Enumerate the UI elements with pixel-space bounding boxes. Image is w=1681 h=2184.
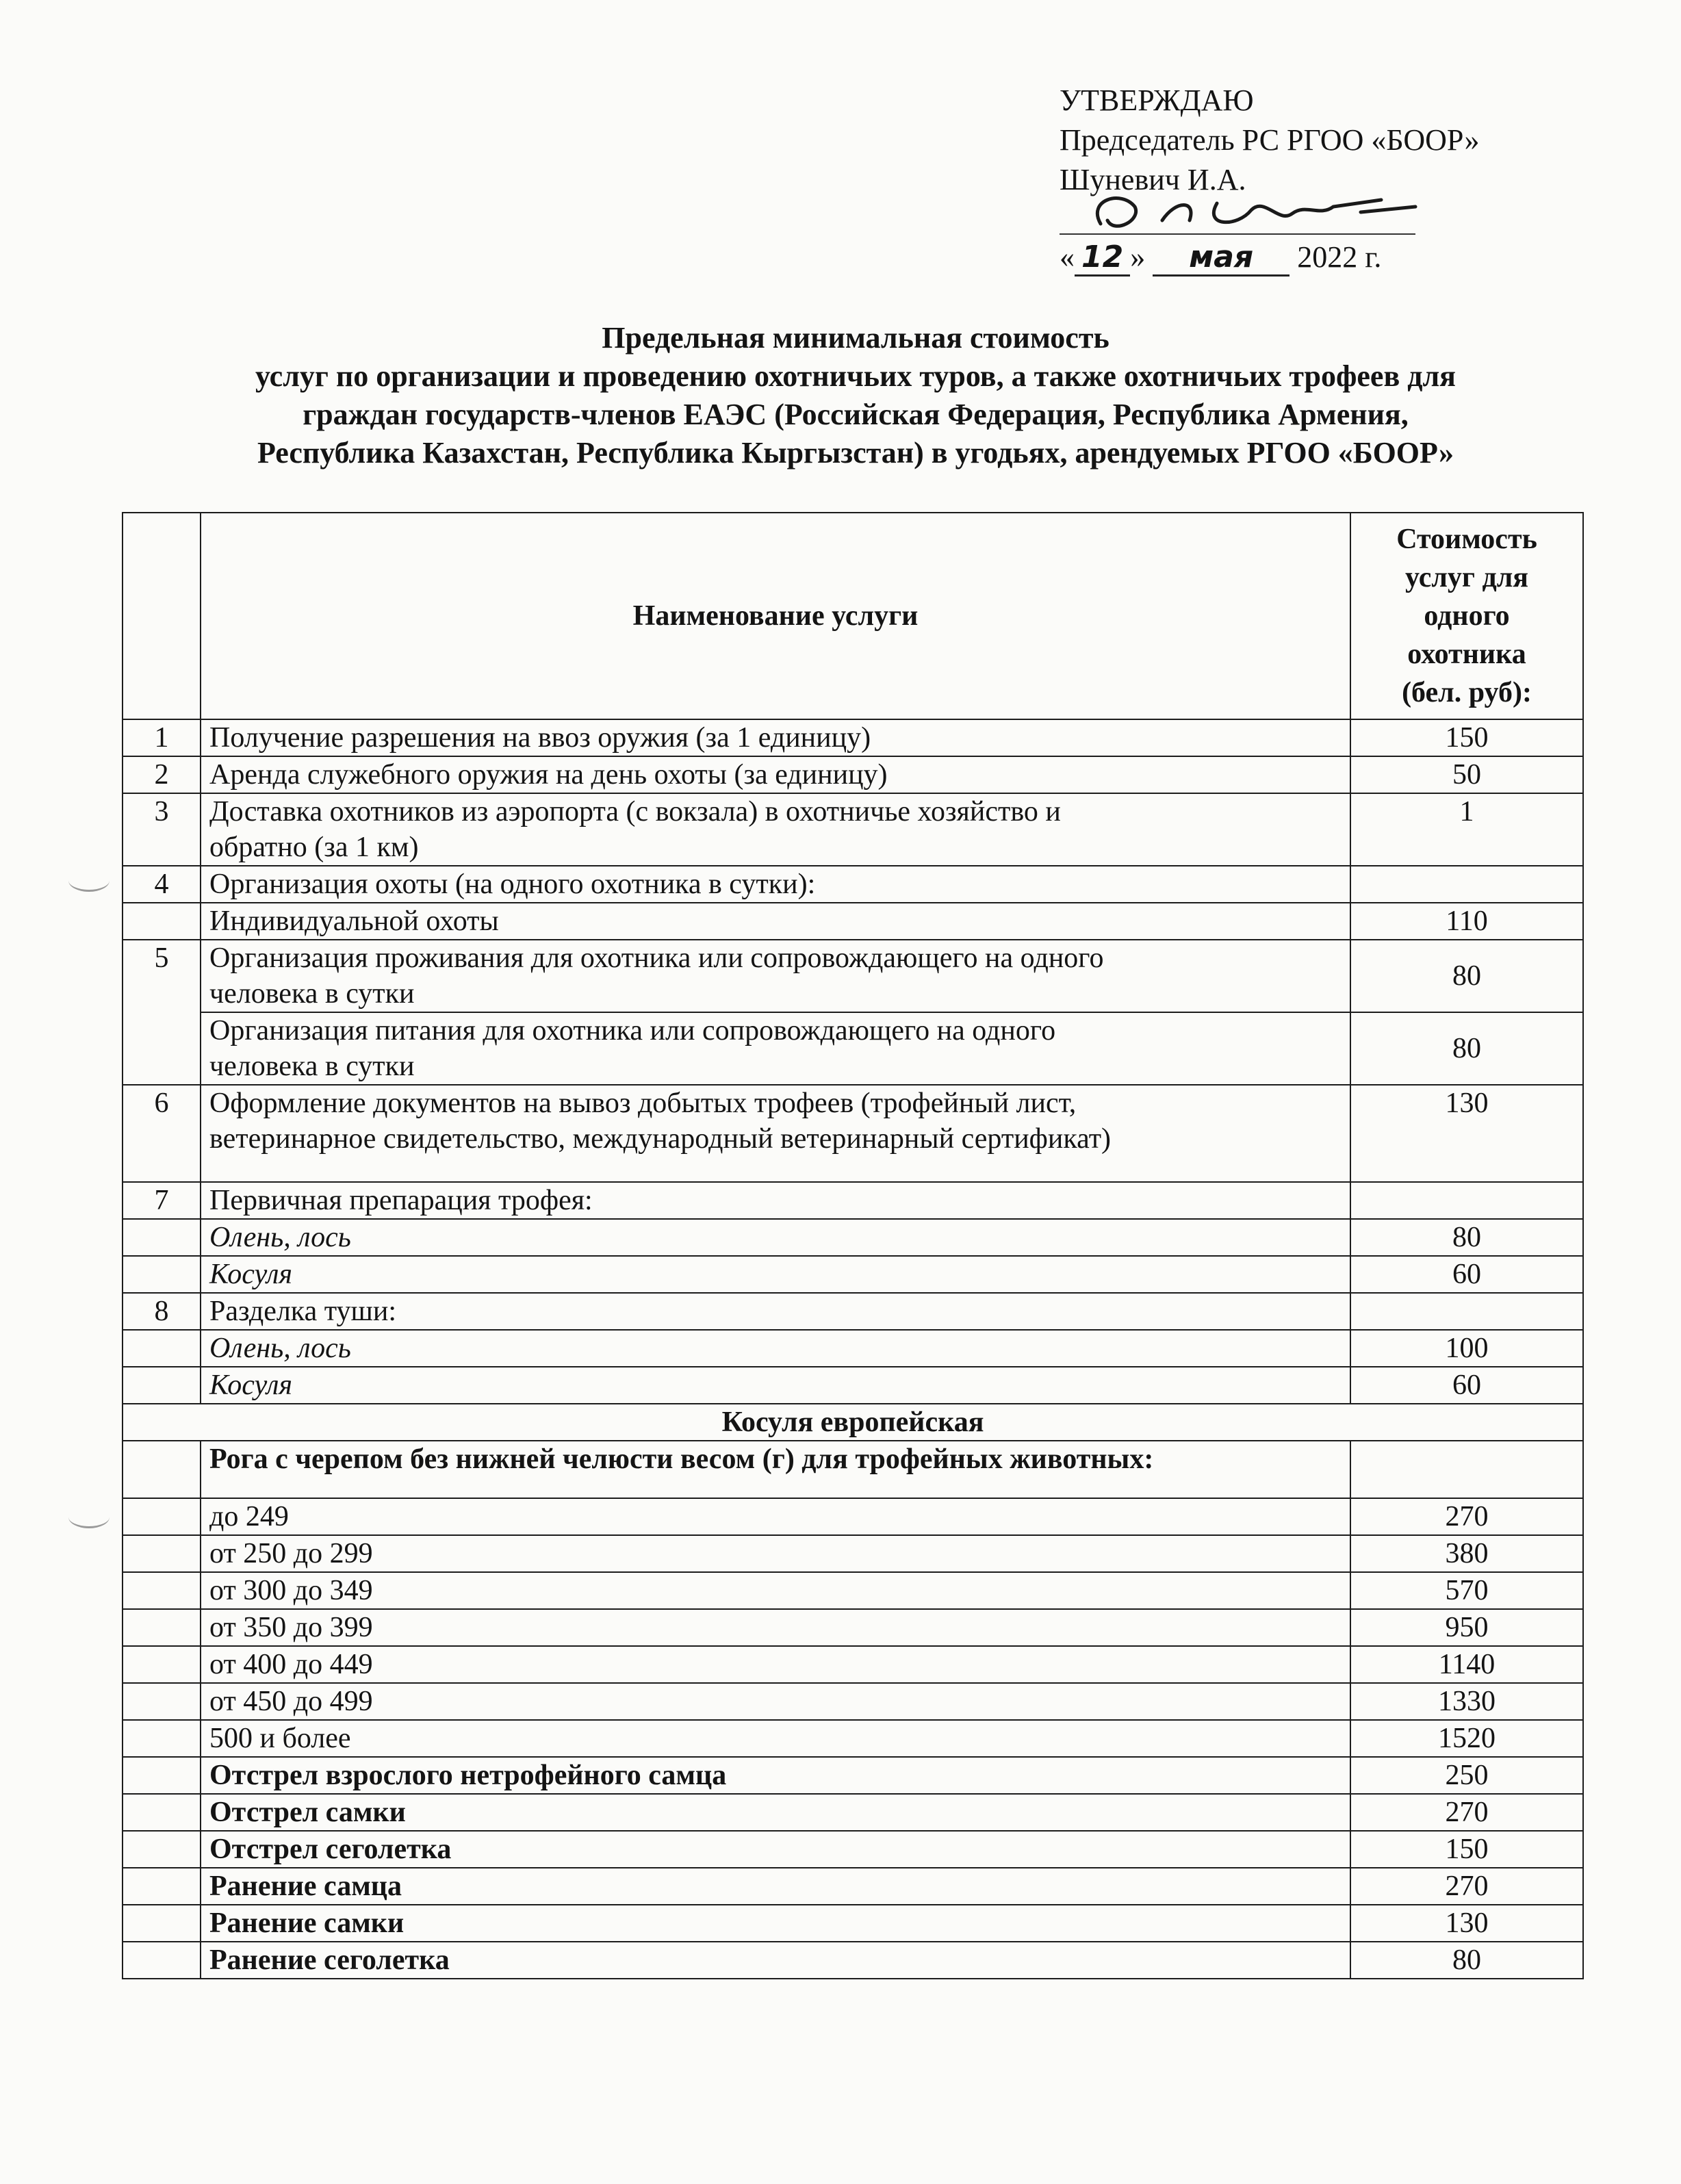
title-line-2: услуг по организации и проведению охотничьих туров, а также охотничьих трофеев для	[255, 359, 1456, 393]
row-price: 80	[1350, 1012, 1583, 1085]
extra-service: Отстрел самки	[201, 1794, 1350, 1831]
row-number	[123, 1757, 201, 1794]
row-price: 1	[1350, 793, 1583, 866]
row-service-line: обратно (за 1 км)	[209, 832, 419, 863]
extra-service: Ранение самца	[201, 1868, 1350, 1905]
row-number	[123, 1535, 201, 1572]
weight-price: 380	[1350, 1535, 1583, 1572]
extra-service: Ранение самки	[201, 1905, 1350, 1942]
date-quote-open: «	[1060, 240, 1075, 274]
horns-header: Рога с черепом без нижней челюсти весом (г) для трофейных животных:	[201, 1441, 1350, 1498]
row-service: Разделка туши:	[201, 1293, 1350, 1330]
row-price: 50	[1350, 756, 1583, 793]
row-price	[1350, 1182, 1583, 1219]
row-number	[123, 1905, 201, 1942]
row-price: 80	[1350, 940, 1583, 1012]
row-price	[1350, 1441, 1583, 1498]
row-service	[201, 1085, 1350, 1182]
weight-price: 950	[1350, 1609, 1583, 1646]
row-service-line: Организация проживания для охотника или сопровождающего на одного	[209, 942, 1104, 974]
row-number	[123, 1720, 201, 1757]
extra-price: 150	[1350, 1831, 1583, 1868]
row-service: Аренда служебного оружия на день охоты (за единицу)	[201, 756, 1350, 793]
row-service: Организация охоты (на одного охотника в сутки):	[201, 866, 1350, 903]
row-number	[123, 1219, 201, 1256]
header-price-line: одного	[1424, 600, 1510, 632]
table-row	[123, 1757, 1583, 1794]
weight-range: 500 и более	[201, 1720, 1350, 1757]
row-price: 130	[1350, 1085, 1583, 1182]
table-row	[123, 940, 1583, 1012]
row-service: Олень, лось	[201, 1330, 1350, 1367]
header-service-name: Наименование услуги	[201, 513, 1350, 719]
weight-price: 570	[1350, 1572, 1583, 1609]
row-service-line: Организация питания для охотника или сопровождающего на одного	[209, 1015, 1056, 1046]
row-number	[123, 1942, 201, 1979]
row-number	[123, 1367, 201, 1404]
header-price-line: охотника	[1407, 639, 1526, 670]
row-price: 60	[1350, 1256, 1583, 1293]
row-service-line: человека в сутки	[209, 1051, 415, 1082]
weight-range: от 350 до 399	[201, 1609, 1350, 1646]
row-number	[123, 1831, 201, 1868]
table-row	[123, 1182, 1583, 1219]
table-row	[123, 1441, 1583, 1498]
row-number	[123, 1609, 201, 1646]
weight-range: от 250 до 299	[201, 1535, 1350, 1572]
table-row	[123, 756, 1583, 793]
row-number	[123, 1572, 201, 1609]
row-service: Индивидуальной охоты	[201, 903, 1350, 940]
row-number: 1	[123, 719, 201, 756]
table-row	[123, 866, 1583, 903]
row-number: 8	[123, 1293, 201, 1330]
extra-price: 80	[1350, 1942, 1583, 1979]
row-service: Косуля	[201, 1256, 1350, 1293]
row-price	[1350, 866, 1583, 903]
header-price-line: Стоимость	[1396, 524, 1537, 555]
table-row	[123, 1256, 1583, 1293]
weight-range: до 249	[201, 1498, 1350, 1535]
approval-block	[1060, 81, 1480, 200]
weight-price: 1330	[1350, 1683, 1583, 1720]
weight-price: 270	[1350, 1498, 1583, 1535]
row-number	[123, 1330, 201, 1367]
row-service: Косуля	[201, 1367, 1350, 1404]
table-row	[123, 903, 1583, 940]
date-day: 12	[1075, 240, 1130, 277]
row-number: 3	[123, 793, 201, 866]
table-row	[123, 1905, 1583, 1942]
row-number: 7	[123, 1182, 201, 1219]
weight-price: 1520	[1350, 1720, 1583, 1757]
table-row	[123, 1794, 1583, 1831]
extra-price: 270	[1350, 1868, 1583, 1905]
row-number	[123, 1646, 201, 1683]
extra-service: Отстрел взрослого нетрофейного самца	[201, 1757, 1350, 1794]
table-row	[123, 1683, 1583, 1720]
punch-mark	[68, 1506, 110, 1528]
table-row	[123, 1868, 1583, 1905]
extra-service: Отстрел сеголетка	[201, 1831, 1350, 1868]
punch-mark	[68, 869, 110, 892]
title-line-1: Предельная минимальная стоимость	[602, 321, 1109, 355]
extra-price: 250	[1350, 1757, 1583, 1794]
row-price: 60	[1350, 1367, 1583, 1404]
row-number: 6	[123, 1085, 201, 1182]
row-service-line: Оформление документов на вывоз добытых трофеев (трофейный лист,	[209, 1088, 1077, 1119]
row-number: 2	[123, 756, 201, 793]
row-service: Олень, лось	[201, 1219, 1350, 1256]
table-row	[123, 1012, 1583, 1085]
extra-price: 270	[1350, 1794, 1583, 1831]
signature	[1060, 186, 1470, 241]
row-service	[201, 793, 1350, 866]
row-price: 80	[1350, 1219, 1583, 1256]
date-quote-close: »	[1130, 240, 1146, 274]
row-service: Получение разрешения на ввоз оружия (за 1 единицу)	[201, 719, 1350, 756]
row-number: 4	[123, 866, 201, 903]
date-month: мая	[1153, 240, 1289, 277]
row-price: 110	[1350, 903, 1583, 940]
weight-range: от 400 до 449	[201, 1646, 1350, 1683]
row-number	[123, 1441, 201, 1498]
approval-heading: УТВЕРЖДАЮ	[1060, 83, 1254, 117]
approval-person: Шуневич И.А.	[1060, 163, 1246, 196]
extra-service: Ранение сеголетка	[201, 1942, 1350, 1979]
title-line-3: граждан государств-членов ЕАЭС (Российская Федерация, Республика Армения,	[303, 398, 1409, 431]
row-service: Первичная препарация трофея:	[201, 1182, 1350, 1219]
table-row	[123, 1535, 1583, 1572]
signature-scribble	[1060, 186, 1470, 241]
extra-price: 130	[1350, 1905, 1583, 1942]
row-price: 150	[1350, 719, 1583, 756]
row-service-line: Доставка охотников из аэропорта (с вокзала) в охотничье хозяйство и	[209, 796, 1061, 827]
table-row	[123, 1498, 1583, 1535]
row-service-line: человека в сутки	[209, 978, 415, 1010]
section-title: Косуля европейская	[123, 1404, 1583, 1441]
table-row	[123, 1646, 1583, 1683]
header-price	[1350, 513, 1583, 719]
title-line-4: Республика Казахстан, Республика Кыргызстан) в угодьях, арендуемых РГОО «БООР»	[257, 436, 1454, 470]
weight-price: 1140	[1350, 1646, 1583, 1683]
row-number	[123, 903, 201, 940]
table-row	[123, 793, 1583, 866]
row-number	[123, 1868, 201, 1905]
table-row	[123, 1219, 1583, 1256]
row-number	[123, 1794, 201, 1831]
table-row	[123, 1720, 1583, 1757]
row-price: 100	[1350, 1330, 1583, 1367]
table-row	[123, 1609, 1583, 1646]
table-header-row	[123, 513, 1583, 719]
table-row	[123, 1293, 1583, 1330]
row-service-line: ветеринарное свидетельство, международный ветеринарный сертификат)	[209, 1123, 1112, 1155]
weight-range: от 300 до 349	[201, 1572, 1350, 1609]
approval-position: Председатель РС РГОО «БООР»	[1060, 123, 1480, 157]
table-row	[123, 1572, 1583, 1609]
row-number	[123, 1498, 201, 1535]
table-row	[123, 1085, 1583, 1182]
weight-range: от 450 до 499	[201, 1683, 1350, 1720]
table-row	[123, 719, 1583, 756]
header-num-cell	[123, 513, 201, 719]
row-number	[123, 1256, 201, 1293]
document-title	[137, 319, 1574, 472]
table-row	[123, 1330, 1583, 1367]
row-price	[1350, 1293, 1583, 1330]
approval-date	[1060, 240, 1381, 277]
row-number	[123, 1683, 201, 1720]
row-service	[201, 1012, 1350, 1085]
header-price-line: (бел. руб):	[1402, 677, 1532, 708]
table-row	[123, 1942, 1583, 1979]
price-table	[122, 512, 1584, 1979]
date-year: 2022 г.	[1297, 240, 1382, 274]
row-number: 5	[123, 940, 201, 1085]
table-row	[123, 1831, 1583, 1868]
section-row	[123, 1404, 1583, 1441]
row-service	[201, 940, 1350, 1012]
header-price-line: услуг для	[1404, 562, 1529, 593]
table-row	[123, 1367, 1583, 1404]
